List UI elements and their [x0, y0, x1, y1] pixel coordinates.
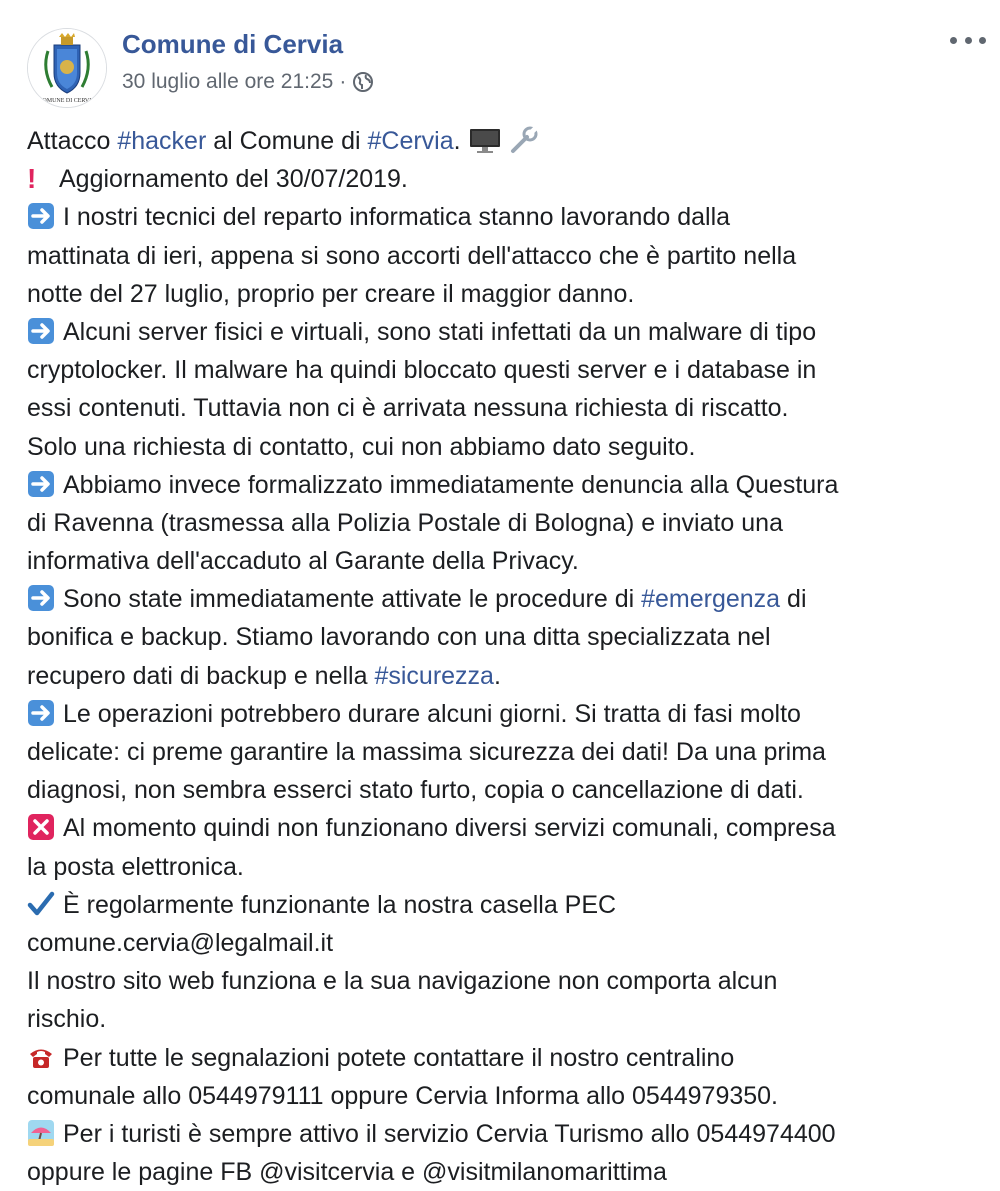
- post-line: cryptolocker. Il malware ha quindi bloccato questi server e i database in: [27, 356, 817, 385]
- exclamation-icon: !: [27, 163, 37, 195]
- post-line: diagnosi, non sembra esserci stato furto, copia o cancellazione di dati.: [27, 776, 804, 805]
- post-line: informativa dell'accaduto al Garante della Privacy.: [27, 547, 579, 576]
- right-arrow-icon: [27, 584, 55, 612]
- hashtag-emergenza[interactable]: #emergenza: [641, 585, 781, 614]
- post-line: oppure le pagine FB @visitcervia e @visitmilanomarittima: [27, 1158, 667, 1187]
- right-arrow-icon: [27, 317, 55, 345]
- post-line: bonifica e backup. Stiamo lavorando con una ditta specializzata nel: [27, 623, 771, 652]
- hashtag-cervia[interactable]: #Cervia: [367, 127, 454, 155]
- avatar[interactable]: [27, 28, 107, 108]
- more-options-icon[interactable]: [950, 28, 986, 52]
- post-line: comune.cervia@legalmail.it: [27, 928, 334, 957]
- post-line: Solo una richiesta di contatto, cui non abbiamo dato seguito.: [27, 432, 696, 461]
- post-line: notte del 27 luglio, proprio per creare il maggior danno.: [27, 279, 635, 308]
- post-line: rischio.: [27, 1005, 107, 1034]
- post-line: Alcuni server fisici e virtuali, sono stati infettati da un malware di tipo: [27, 313, 987, 351]
- post-timestamp[interactable]: 30 luglio alle ore 21:25: [122, 70, 334, 93]
- post-line: Al momento quindi non funzionano diversi servizi comunali, compresa: [27, 809, 987, 847]
- desktop-computer-icon: [468, 126, 502, 154]
- post-line: Il nostro sito web funziona e la sua navigazione non comporta alcun: [27, 967, 778, 996]
- post-message: [27, 122, 987, 1191]
- post-line: ! Aggiornamento del 30/07/2019.: [27, 160, 987, 198]
- right-arrow-icon: [27, 699, 55, 727]
- meta-separator: ·: [339, 70, 347, 93]
- post-line: Per tutte le segnalazioni potete contattare il nostro centralino: [27, 1039, 987, 1077]
- coat-of-arms-icon: [28, 29, 106, 107]
- post-line: Sono state immediatamente attivate le procedure di #emergenza di: [27, 580, 987, 618]
- post-line: È regolarmente funzionante la nostra casella PEC: [27, 886, 987, 924]
- post-line: mattinata di ieri, appena si sono accorti dell'attacco che è partito nella: [27, 241, 797, 270]
- hashtag-hacker[interactable]: #hacker: [117, 127, 207, 155]
- telephone-icon: [27, 1043, 55, 1071]
- cross-mark-icon: [27, 813, 55, 841]
- post-line: Abbiamo invece formalizzato immediatamente denuncia alla Questura: [27, 466, 987, 504]
- post-header: [0, 0, 1000, 110]
- post-meta: [122, 70, 374, 94]
- post-line: Le operazioni potrebbero durare alcuni giorni. Si tratta di fasi molto: [27, 695, 987, 733]
- post-line: la posta elettronica.: [27, 852, 244, 881]
- post-line: recupero dati di backup e nella #sicurezza.: [27, 661, 501, 690]
- wrench-icon: [509, 126, 539, 154]
- beach-umbrella-icon: [27, 1119, 55, 1147]
- svg-text:COMUNE DI CERVIA: COMUNE DI CERVIA: [38, 98, 96, 104]
- post-line: I nostri tecnici del reparto informatica stanno lavorando dalla: [27, 198, 987, 236]
- page-name-link[interactable]: Comune di Cervia: [122, 29, 344, 59]
- post-line: essi contenuti. Tuttavia non ci è arrivata nessuna richiesta di riscatto.: [27, 394, 789, 423]
- right-arrow-icon: [27, 202, 55, 230]
- right-arrow-icon: [27, 470, 55, 498]
- hashtag-sicurezza[interactable]: #sicurezza: [374, 661, 494, 690]
- post-line: Attacco #hacker al Comune di #Cervia.: [27, 122, 987, 160]
- post-line: comunale allo 0544979111 oppure Cervia Informa allo 0544979350.: [27, 1081, 779, 1110]
- post-line: di Ravenna (trasmessa alla Polizia Postale di Bologna) e inviato una: [27, 508, 783, 537]
- check-mark-icon: [27, 890, 55, 918]
- post-line: Per i turisti è sempre attivo il servizio Cervia Turismo allo 0544974400: [27, 1115, 987, 1153]
- post-line: delicate: ci preme garantire la massima sicurezza dei dati! Da una prima: [27, 738, 826, 766]
- globe-icon[interactable]: [352, 71, 374, 93]
